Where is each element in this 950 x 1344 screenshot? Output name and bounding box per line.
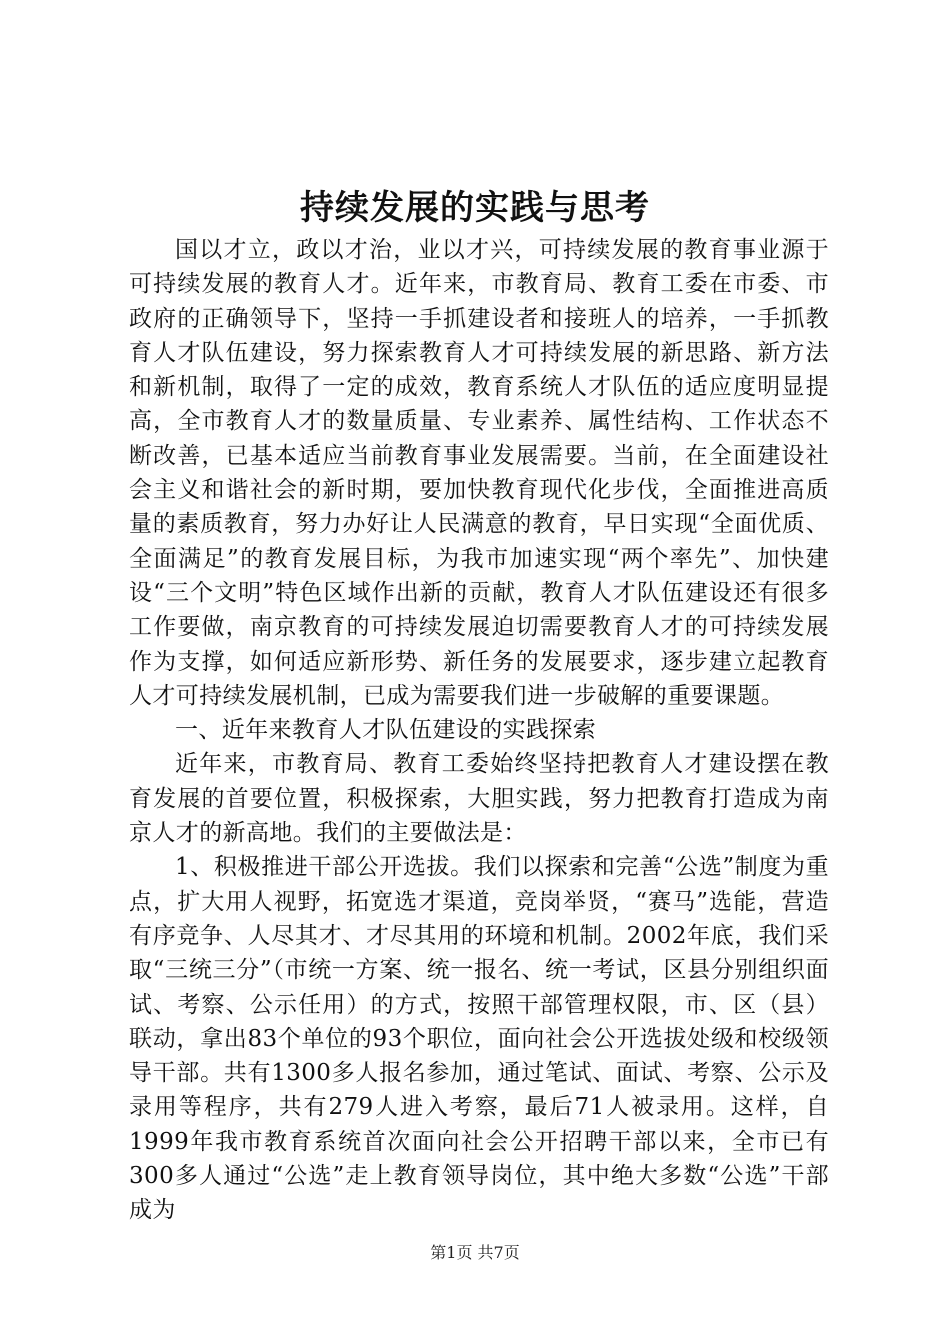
document-body <box>129 233 829 1228</box>
page-footer: 第1页 共7页 <box>430 1243 520 1262</box>
document-title: 持续发展的实践与思考 <box>300 188 650 228</box>
section-heading: 一、近年来教育人才队伍建设的实践探索 <box>175 717 597 744</box>
paragraph-practice: 近年来，市教育局、教育工委始终坚持把教育人才建设摆在教育发展的首要位置，积极探索，大胆实践，努力把教育打造成为南京人才的新高地。我们的主要做法是： <box>129 751 829 847</box>
paragraph-item-1: 1、积极推进干部公开选拔。我们以探索和完善“公选”制度为重点，扩大用人视野，拓宽选才渠道，竞岗举贤，“赛马”选能，营造有序竞争、人尽其才、才尽其用的环境和机制。2002年底，我们采取“三统三分”（市统一方案、统一报名、统一考试，区县分别组织面试、考察、公示任用）的方式，按照干部管理权限，市、区（县）联动，拿出83个单位的93个职位，面向社会公开选拔处级和校级领导干部。共有1300多人报名参加，通过笔试、面试、考察、公示及录用等程序，共有279人进入考察，最后71人被录用。这样，自1999年我市教育系统首次面向社会公开招聘干部以来，全市已有300多人通过“公选”走上教育领导岗位，其中绝大多数“公选”干部成为 <box>129 854 829 1224</box>
paragraph-intro: 国以才立，政以才治，业以才兴，可持续发展的教育事业源于可持续发展的教育人才。近年来，市教育局、教育工委在市委、市政府的正确领导下，坚持一手抓建设者和接班人的培养，一手抓教育人才队伍建设，努力探索教育人才可持续发展的新思路、新方法和新机制，取得了一定的成效，教育系统人才队伍的适应度明显提高，全市教育人才的数量质量、专业素养、属性结构、工作状态不断改善，已基本适应当前教育事业发展需要。当前，在全面建设社会主义和谐社会的新时期，要加快教育现代化步伐，全面推进高质量的素质教育，努力办好让人民满意的教育，早日实现“全面优质、全面满足”的教育发展目标，为我市加速实现“两个率先”、加快建设“三个文明”特色区域作出新的贡献，教育人才队伍建设还有很多工作要做，南京教育的可持续发展迫切需要教育人才的可持续发展作为支撑，如何适应新形势、新任务的发展要求，逐步建立起教育人才可持续发展机制，已成为需要我们进一步破解的重要课题。 <box>129 237 829 709</box>
